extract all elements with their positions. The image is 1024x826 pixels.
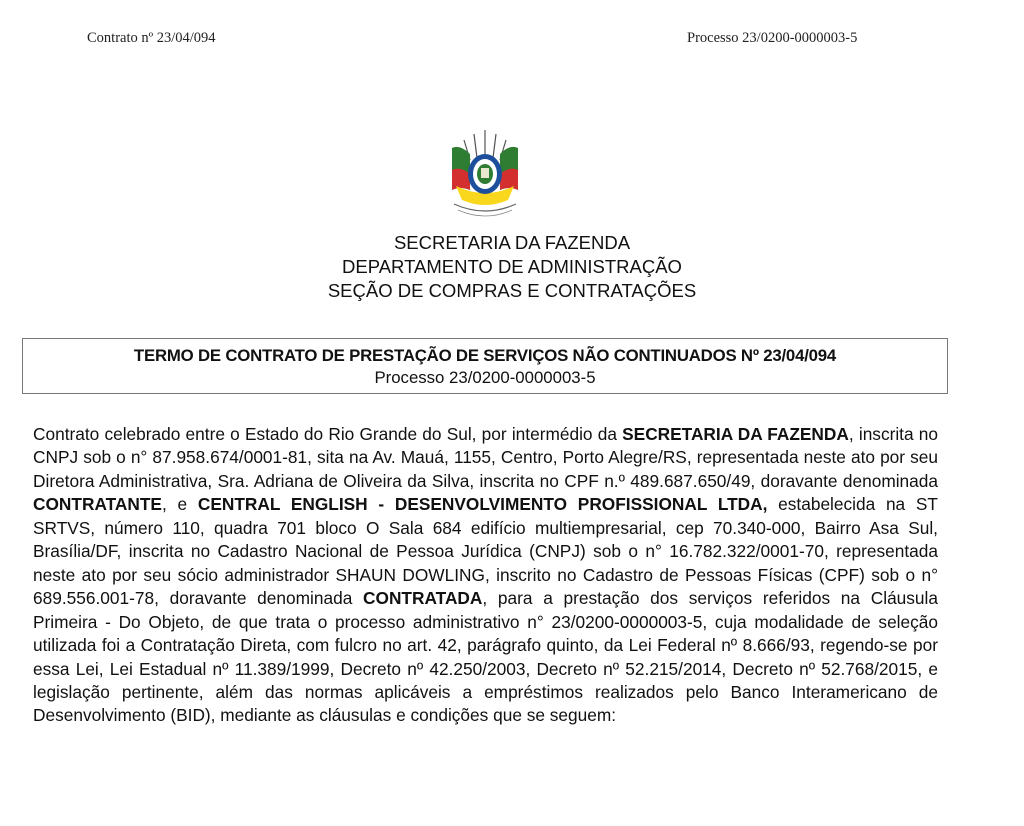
contracted-org-name: CENTRAL ENGLISH - DESENVOLVIMENTO PROFISSIONAL LTDA,: [197, 494, 768, 515]
department-name: DEPARTAMENTO DE ADMINISTRAÇÃO: [342, 256, 682, 277]
section-name: SEÇÃO DE COMPRAS E CONTRATAÇÕES: [327, 280, 697, 301]
contract-number-header: Contrato nº 23/04/094: [87, 30, 216, 46]
contract-preamble: [33, 423, 938, 728]
process-number-header: Processo 23/0200-0000003-5: [687, 30, 858, 46]
contract-title: TERMO DE CONTRATO DE PRESTAÇÃO DE SERVIÇOS NÃO CONTINUADOS Nº 23/04/094: [133, 346, 837, 365]
contract-process: Processo 23/0200-0000003-5: [374, 368, 596, 387]
contratada-label: CONTRATADA: [363, 588, 483, 609]
contractor-org-name: SECRETARIA DA FAZENDA: [622, 424, 849, 444]
preamble-text: Contrato celebrado entre o Estado do Rio Grande do Sul, por intermédio da: [33, 424, 623, 444]
preamble-text: estabelecida na ST SRTVS, número 110, quadra 701 bloco O Sala 684 edifício multiempresarial, cep 70.340-000, Bairro Asa Sul, Brasília/DF, inscrita no Cadastro Nacional de Pessoa Jurídica (CNPJ) sob o n° 16.782.322/0001-70, representada neste ato por seu sócio administrador SHAUN DOWLING, inscrito no Cadastro de Pessoas Físicas (CPF) sob o n° 689.556.001-78, doravante denominada: [33, 494, 938, 609]
preamble-text: , para a prestação dos serviços referidos na Cláusula Primeira - Do Objeto, de que trata o processo administrativo n° 23/0200-0000003-5, cuja modalidade de seleção utilizada foi a Contratação Direta, com fulcro no art. 42, parágrafo quinto, da Lei Federal nº 8.666/93, regendo-se por essa Lei, Lei Estadual nº 11.389/1999, Decreto nº 42.250/2003, Decreto nº 52.215/2014, Decreto nº 52.768/2015, e legislação pertinente, além das normas aplicáveis a empréstimos realizados pelo Banco Interamericano de Desenvolvimento (BID), mediante as cláusulas e condições que se seguem:: [33, 588, 938, 726]
contratante-label: CONTRATANTE: [33, 494, 162, 515]
contract-title-box: [22, 338, 948, 394]
preamble-text: , inscrita no CNPJ sob o n° 87.958.674/0001-81, sita na Av. Mauá, 1155, Centro, Porto Alegre/RS, representada neste ato por seu Diretora Administrativa, Sra. Adriana de Oliveira da Silva, inscrita no CPF n.º 489.687.650/49, doravante denominada: [33, 424, 939, 491]
org-name: SECRETARIA DA FAZENDA: [393, 232, 631, 253]
preamble-text: , e: [161, 494, 198, 515]
coat-of-arms-icon: [446, 128, 524, 220]
